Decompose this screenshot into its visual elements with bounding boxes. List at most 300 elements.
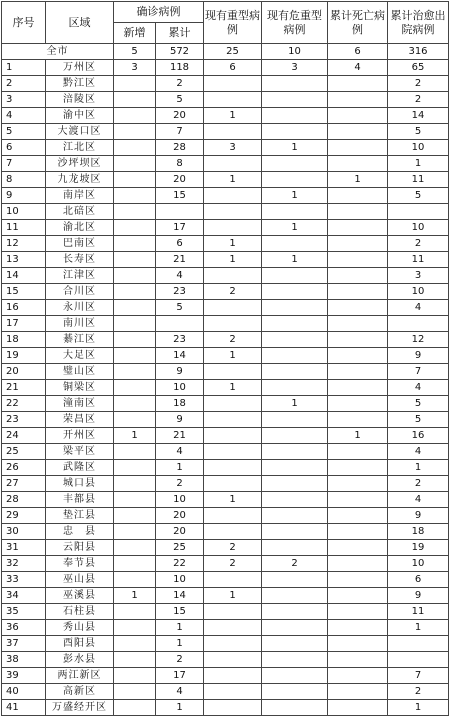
cell-new bbox=[114, 108, 156, 124]
cell-severe bbox=[204, 156, 262, 172]
table-row bbox=[2, 412, 449, 428]
row-index: 25 bbox=[2, 444, 46, 460]
total-recovered: 316 bbox=[388, 44, 449, 60]
row-index: 38 bbox=[2, 652, 46, 668]
table-row bbox=[2, 140, 449, 156]
cell-recovered: 7 bbox=[388, 668, 449, 684]
cell-severe: 2 bbox=[204, 332, 262, 348]
cell-critical bbox=[262, 172, 328, 188]
cell-deaths bbox=[328, 188, 388, 204]
table-row bbox=[2, 172, 449, 188]
cell-severe: 1 bbox=[204, 380, 262, 396]
cell-deaths bbox=[328, 380, 388, 396]
cell-cumulative: 10 bbox=[156, 380, 204, 396]
cell-new bbox=[114, 300, 156, 316]
cell-critical bbox=[262, 652, 328, 668]
cell-recovered: 5 bbox=[388, 412, 449, 428]
cell-recovered: 2 bbox=[388, 476, 449, 492]
cell-cumulative: 1 bbox=[156, 620, 204, 636]
area-name: 江北区 bbox=[46, 140, 114, 156]
cell-deaths bbox=[328, 300, 388, 316]
cell-deaths bbox=[328, 620, 388, 636]
cell-severe bbox=[204, 652, 262, 668]
cell-cumulative: 15 bbox=[156, 188, 204, 204]
cell-new bbox=[114, 236, 156, 252]
cell-critical bbox=[262, 508, 328, 524]
cell-recovered: 14 bbox=[388, 108, 449, 124]
cell-new bbox=[114, 556, 156, 572]
total-cumulative: 572 bbox=[156, 44, 204, 60]
area-name: 荣昌区 bbox=[46, 412, 114, 428]
cell-recovered: 2 bbox=[388, 684, 449, 700]
cell-severe bbox=[204, 572, 262, 588]
row-index: 39 bbox=[2, 668, 46, 684]
cell-critical: 1 bbox=[262, 220, 328, 236]
cell-deaths bbox=[328, 508, 388, 524]
area-name: 石柱县 bbox=[46, 604, 114, 620]
area-name: 两江新区 bbox=[46, 668, 114, 684]
cell-cumulative bbox=[156, 204, 204, 220]
row-index: 28 bbox=[2, 492, 46, 508]
cell-critical bbox=[262, 236, 328, 252]
cell-new bbox=[114, 348, 156, 364]
cell-recovered: 10 bbox=[388, 556, 449, 572]
cell-severe bbox=[204, 620, 262, 636]
total-critical: 10 bbox=[262, 44, 328, 60]
cell-new bbox=[114, 412, 156, 428]
cell-new bbox=[114, 156, 156, 172]
cell-cumulative: 17 bbox=[156, 668, 204, 684]
cell-critical bbox=[262, 668, 328, 684]
cell-critical: 2 bbox=[262, 556, 328, 572]
area-name: 黔江区 bbox=[46, 76, 114, 92]
cell-recovered: 9 bbox=[388, 348, 449, 364]
total-label: 全市 bbox=[2, 44, 114, 60]
table-row bbox=[2, 652, 449, 668]
row-index: 37 bbox=[2, 636, 46, 652]
cell-severe bbox=[204, 220, 262, 236]
cell-severe bbox=[204, 604, 262, 620]
cell-recovered bbox=[388, 636, 449, 652]
cell-cumulative: 14 bbox=[156, 588, 204, 604]
cell-severe bbox=[204, 364, 262, 380]
cell-severe: 1 bbox=[204, 252, 262, 268]
table-row bbox=[2, 156, 449, 172]
cell-deaths bbox=[328, 124, 388, 140]
area-name: 铜梁区 bbox=[46, 380, 114, 396]
cell-new bbox=[114, 140, 156, 156]
area-name: 开州区 bbox=[46, 428, 114, 444]
cell-new bbox=[114, 204, 156, 220]
cell-cumulative: 20 bbox=[156, 508, 204, 524]
cell-critical bbox=[262, 412, 328, 428]
cell-new bbox=[114, 540, 156, 556]
cell-new bbox=[114, 684, 156, 700]
area-name: 城口县 bbox=[46, 476, 114, 492]
table-row bbox=[2, 476, 449, 492]
cell-cumulative: 14 bbox=[156, 348, 204, 364]
area-name: 巫溪县 bbox=[46, 588, 114, 604]
table-row bbox=[2, 236, 449, 252]
header-deaths: 累计死亡病例 bbox=[328, 2, 388, 44]
cell-severe bbox=[204, 268, 262, 284]
cell-critical bbox=[262, 284, 328, 300]
cell-severe bbox=[204, 668, 262, 684]
row-index: 33 bbox=[2, 572, 46, 588]
cell-new: 1 bbox=[114, 588, 156, 604]
area-name: 涪陵区 bbox=[46, 92, 114, 108]
area-name: 潼南区 bbox=[46, 396, 114, 412]
cell-severe: 1 bbox=[204, 108, 262, 124]
table-row bbox=[2, 572, 449, 588]
cell-recovered: 5 bbox=[388, 396, 449, 412]
cell-critical bbox=[262, 620, 328, 636]
cell-critical bbox=[262, 156, 328, 172]
cell-severe bbox=[204, 476, 262, 492]
header-area: 区域 bbox=[46, 2, 114, 44]
cell-new: 1 bbox=[114, 428, 156, 444]
cell-new bbox=[114, 396, 156, 412]
table-row bbox=[2, 348, 449, 364]
cell-cumulative: 4 bbox=[156, 268, 204, 284]
cell-cumulative: 20 bbox=[156, 524, 204, 540]
cell-critical bbox=[262, 364, 328, 380]
cell-new bbox=[114, 268, 156, 284]
cell-critical: 1 bbox=[262, 188, 328, 204]
row-index: 21 bbox=[2, 380, 46, 396]
cell-cumulative: 22 bbox=[156, 556, 204, 572]
header-cumulative: 累计 bbox=[156, 23, 204, 44]
cell-cumulative: 6 bbox=[156, 236, 204, 252]
table-row bbox=[2, 492, 449, 508]
total-row bbox=[2, 44, 449, 60]
row-index: 2 bbox=[2, 76, 46, 92]
cell-new bbox=[114, 620, 156, 636]
table-row bbox=[2, 188, 449, 204]
cell-recovered: 1 bbox=[388, 700, 449, 716]
cell-recovered bbox=[388, 316, 449, 332]
cell-cumulative: 1 bbox=[156, 700, 204, 716]
header-seq: 序号 bbox=[2, 2, 46, 44]
cell-cumulative: 4 bbox=[156, 444, 204, 460]
cell-cumulative: 20 bbox=[156, 172, 204, 188]
cell-critical bbox=[262, 76, 328, 92]
cell-critical bbox=[262, 572, 328, 588]
cell-cumulative bbox=[156, 316, 204, 332]
cell-severe bbox=[204, 428, 262, 444]
cell-critical bbox=[262, 524, 328, 540]
area-name: 巫山县 bbox=[46, 572, 114, 588]
cell-recovered: 1 bbox=[388, 620, 449, 636]
cell-deaths bbox=[328, 332, 388, 348]
cell-cumulative: 9 bbox=[156, 412, 204, 428]
table-row bbox=[2, 92, 449, 108]
cell-cumulative: 10 bbox=[156, 492, 204, 508]
table-row bbox=[2, 108, 449, 124]
cell-severe bbox=[204, 316, 262, 332]
cell-deaths bbox=[328, 156, 388, 172]
table-row bbox=[2, 460, 449, 476]
cell-critical bbox=[262, 492, 328, 508]
cell-recovered: 11 bbox=[388, 604, 449, 620]
cell-deaths bbox=[328, 252, 388, 268]
row-index: 27 bbox=[2, 476, 46, 492]
cell-severe bbox=[204, 300, 262, 316]
cell-recovered: 2 bbox=[388, 76, 449, 92]
cell-severe: 1 bbox=[204, 236, 262, 252]
table-row bbox=[2, 252, 449, 268]
area-name: 长寿区 bbox=[46, 252, 114, 268]
cell-critical bbox=[262, 476, 328, 492]
row-index: 14 bbox=[2, 268, 46, 284]
cell-deaths bbox=[328, 652, 388, 668]
cell-critical bbox=[262, 108, 328, 124]
cell-new bbox=[114, 460, 156, 476]
cell-deaths bbox=[328, 396, 388, 412]
cell-recovered: 5 bbox=[388, 124, 449, 140]
table-row bbox=[2, 668, 449, 684]
cell-deaths bbox=[328, 460, 388, 476]
area-name: 大足区 bbox=[46, 348, 114, 364]
cell-deaths bbox=[328, 684, 388, 700]
header-critical: 现有危重型病例 bbox=[262, 2, 328, 44]
cell-cumulative: 5 bbox=[156, 92, 204, 108]
cell-deaths bbox=[328, 556, 388, 572]
cell-deaths bbox=[328, 572, 388, 588]
row-index: 8 bbox=[2, 172, 46, 188]
cell-cumulative: 23 bbox=[156, 332, 204, 348]
cell-deaths bbox=[328, 476, 388, 492]
cell-recovered: 9 bbox=[388, 508, 449, 524]
cell-cumulative: 1 bbox=[156, 460, 204, 476]
cell-recovered: 12 bbox=[388, 332, 449, 348]
cell-new bbox=[114, 92, 156, 108]
cell-new bbox=[114, 252, 156, 268]
cell-recovered: 1 bbox=[388, 460, 449, 476]
cell-new bbox=[114, 636, 156, 652]
cell-new bbox=[114, 124, 156, 140]
cell-critical bbox=[262, 332, 328, 348]
cell-cumulative: 2 bbox=[156, 476, 204, 492]
cell-critical bbox=[262, 684, 328, 700]
cell-recovered: 9 bbox=[388, 588, 449, 604]
cell-deaths bbox=[328, 220, 388, 236]
cell-cumulative: 10 bbox=[156, 572, 204, 588]
cell-new bbox=[114, 76, 156, 92]
area-name: 巴南区 bbox=[46, 236, 114, 252]
table-row bbox=[2, 636, 449, 652]
row-index: 23 bbox=[2, 412, 46, 428]
cell-new bbox=[114, 220, 156, 236]
table-row bbox=[2, 364, 449, 380]
table-row bbox=[2, 508, 449, 524]
area-name: 酉阳县 bbox=[46, 636, 114, 652]
area-name: 万州区 bbox=[46, 60, 114, 76]
row-index: 34 bbox=[2, 588, 46, 604]
area-name: 沙坪坝区 bbox=[46, 156, 114, 172]
cell-recovered: 10 bbox=[388, 220, 449, 236]
cell-critical: 3 bbox=[262, 60, 328, 76]
cell-critical: 1 bbox=[262, 396, 328, 412]
row-index: 11 bbox=[2, 220, 46, 236]
cell-deaths bbox=[328, 92, 388, 108]
cell-deaths bbox=[328, 364, 388, 380]
cell-recovered: 4 bbox=[388, 492, 449, 508]
cell-deaths bbox=[328, 668, 388, 684]
cell-deaths bbox=[328, 636, 388, 652]
row-index: 16 bbox=[2, 300, 46, 316]
area-name: 合川区 bbox=[46, 284, 114, 300]
table-row bbox=[2, 284, 449, 300]
cell-cumulative: 21 bbox=[156, 428, 204, 444]
cell-new bbox=[114, 188, 156, 204]
cell-deaths bbox=[328, 76, 388, 92]
cell-deaths bbox=[328, 284, 388, 300]
area-name: 大渡口区 bbox=[46, 124, 114, 140]
cell-recovered bbox=[388, 652, 449, 668]
cell-deaths bbox=[328, 348, 388, 364]
cell-cumulative: 118 bbox=[156, 60, 204, 76]
cell-new bbox=[114, 572, 156, 588]
cell-new bbox=[114, 172, 156, 188]
cell-recovered: 4 bbox=[388, 300, 449, 316]
cell-new bbox=[114, 284, 156, 300]
cell-cumulative: 28 bbox=[156, 140, 204, 156]
cell-severe: 3 bbox=[204, 140, 262, 156]
cell-deaths bbox=[328, 700, 388, 716]
row-index: 26 bbox=[2, 460, 46, 476]
area-name: 渝中区 bbox=[46, 108, 114, 124]
cell-severe: 1 bbox=[204, 172, 262, 188]
cell-recovered: 10 bbox=[388, 284, 449, 300]
cell-critical: 1 bbox=[262, 252, 328, 268]
cell-new bbox=[114, 364, 156, 380]
cell-severe bbox=[204, 76, 262, 92]
cell-new bbox=[114, 332, 156, 348]
cell-new bbox=[114, 444, 156, 460]
row-index: 6 bbox=[2, 140, 46, 156]
cell-new bbox=[114, 604, 156, 620]
area-name: 彭水县 bbox=[46, 652, 114, 668]
cell-severe bbox=[204, 460, 262, 476]
cell-severe: 2 bbox=[204, 284, 262, 300]
table-row bbox=[2, 428, 449, 444]
cell-deaths bbox=[328, 316, 388, 332]
area-name: 梁平区 bbox=[46, 444, 114, 460]
cell-critical bbox=[262, 604, 328, 620]
row-index: 29 bbox=[2, 508, 46, 524]
cell-deaths bbox=[328, 444, 388, 460]
cell-deaths: 1 bbox=[328, 428, 388, 444]
area-name: 高新区 bbox=[46, 684, 114, 700]
cell-recovered: 1 bbox=[388, 156, 449, 172]
cell-critical bbox=[262, 700, 328, 716]
cell-deaths: 4 bbox=[328, 60, 388, 76]
row-index: 13 bbox=[2, 252, 46, 268]
table-row bbox=[2, 124, 449, 140]
table-body bbox=[2, 44, 449, 716]
area-name: 江津区 bbox=[46, 268, 114, 284]
table-row bbox=[2, 540, 449, 556]
cell-severe: 1 bbox=[204, 348, 262, 364]
cell-new bbox=[114, 700, 156, 716]
table-row bbox=[2, 220, 449, 236]
area-name: 永川区 bbox=[46, 300, 114, 316]
cell-new bbox=[114, 492, 156, 508]
area-name: 璧山区 bbox=[46, 364, 114, 380]
header-recovered: 累计治愈出院病例 bbox=[388, 2, 449, 44]
row-index: 17 bbox=[2, 316, 46, 332]
cell-severe: 2 bbox=[204, 540, 262, 556]
total-severe: 25 bbox=[204, 44, 262, 60]
row-index: 24 bbox=[2, 428, 46, 444]
cell-recovered: 2 bbox=[388, 236, 449, 252]
cell-critical bbox=[262, 460, 328, 476]
cell-critical bbox=[262, 444, 328, 460]
cell-cumulative: 4 bbox=[156, 684, 204, 700]
area-name: 垫江县 bbox=[46, 508, 114, 524]
row-index: 19 bbox=[2, 348, 46, 364]
cell-deaths bbox=[328, 140, 388, 156]
area-name: 北碚区 bbox=[46, 204, 114, 220]
row-index: 12 bbox=[2, 236, 46, 252]
table-row bbox=[2, 556, 449, 572]
cell-deaths bbox=[328, 524, 388, 540]
cell-critical bbox=[262, 428, 328, 444]
cell-cumulative: 9 bbox=[156, 364, 204, 380]
cell-severe: 1 bbox=[204, 588, 262, 604]
row-index: 18 bbox=[2, 332, 46, 348]
cell-cumulative: 15 bbox=[156, 604, 204, 620]
cell-cumulative: 7 bbox=[156, 124, 204, 140]
row-index: 22 bbox=[2, 396, 46, 412]
cell-cumulative: 5 bbox=[156, 300, 204, 316]
cell-deaths bbox=[328, 268, 388, 284]
cell-critical bbox=[262, 124, 328, 140]
cell-severe bbox=[204, 636, 262, 652]
cell-critical bbox=[262, 540, 328, 556]
cell-new bbox=[114, 476, 156, 492]
table-row bbox=[2, 380, 449, 396]
cell-severe bbox=[204, 524, 262, 540]
cell-recovered: 3 bbox=[388, 268, 449, 284]
row-index: 3 bbox=[2, 92, 46, 108]
area-name: 南岸区 bbox=[46, 188, 114, 204]
row-index: 9 bbox=[2, 188, 46, 204]
row-index: 32 bbox=[2, 556, 46, 572]
table-row bbox=[2, 588, 449, 604]
row-index: 36 bbox=[2, 620, 46, 636]
area-name: 忠 县 bbox=[46, 524, 114, 540]
cell-critical bbox=[262, 204, 328, 220]
cell-deaths bbox=[328, 604, 388, 620]
area-name: 丰都县 bbox=[46, 492, 114, 508]
cell-critical bbox=[262, 588, 328, 604]
cell-recovered: 7 bbox=[388, 364, 449, 380]
cell-deaths bbox=[328, 540, 388, 556]
row-index: 15 bbox=[2, 284, 46, 300]
row-index: 20 bbox=[2, 364, 46, 380]
cell-recovered: 16 bbox=[388, 428, 449, 444]
table-row bbox=[2, 76, 449, 92]
total-deaths: 6 bbox=[328, 44, 388, 60]
area-name: 武隆区 bbox=[46, 460, 114, 476]
table-row bbox=[2, 444, 449, 460]
table-row bbox=[2, 700, 449, 716]
cell-severe bbox=[204, 188, 262, 204]
table-row bbox=[2, 684, 449, 700]
cell-severe bbox=[204, 684, 262, 700]
